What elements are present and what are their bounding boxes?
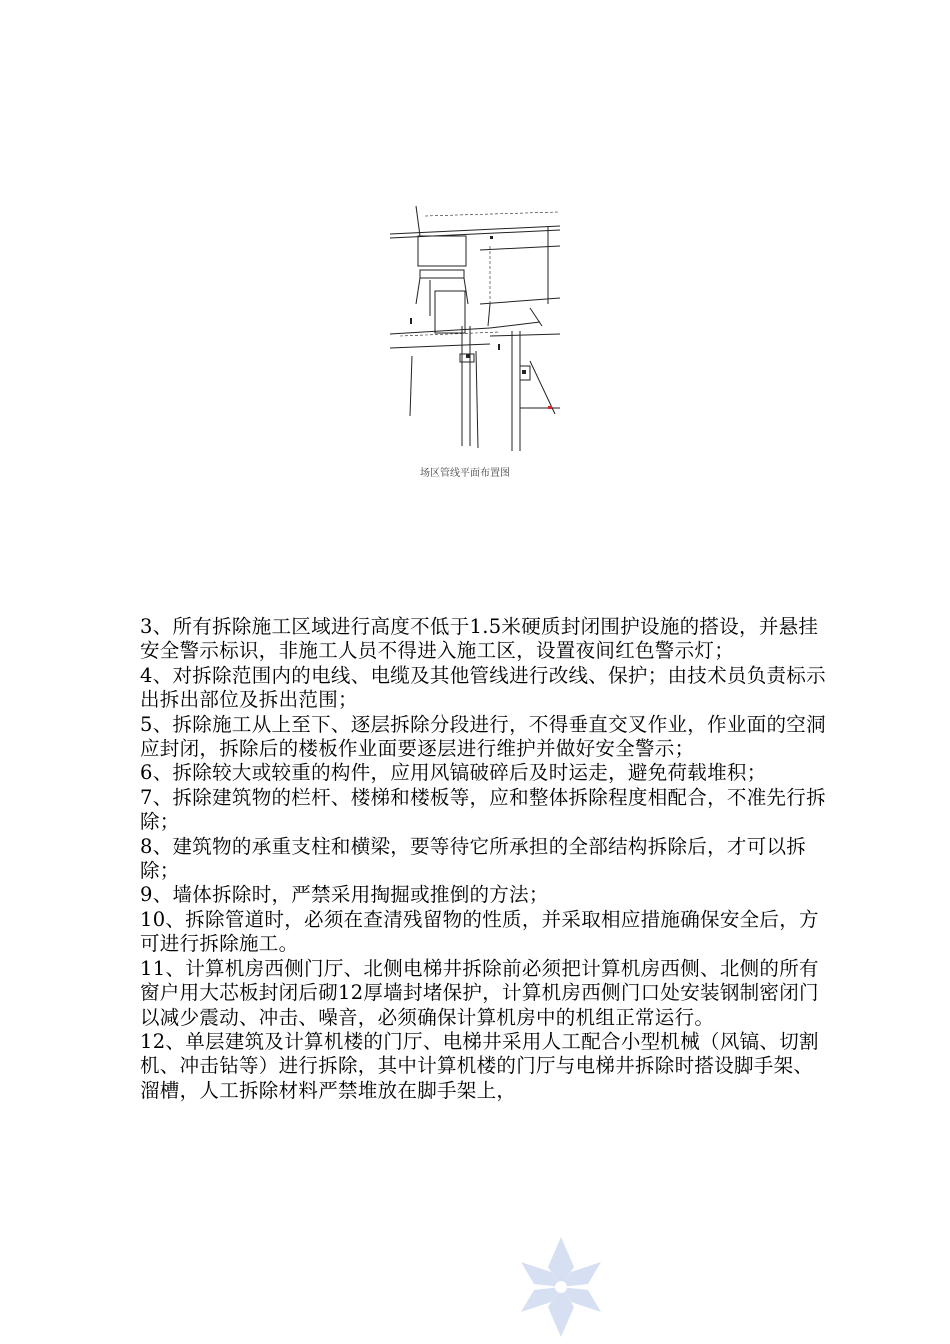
paragraph-item-9: 9、墙体拆除时，严禁采用掏掘或推倒的方法； [140,883,549,907]
body-text [140,615,830,1103]
paragraph-item-6: 6、拆除较大或较重的构件，应用风镐破碎后及时运走，避免荷载堆积； [140,761,767,785]
paragraph-item-7: 7、拆除建筑物的栏杆、楼梯和楼板等，应和整体拆除程度相配合，不准先行拆除； [140,785,826,834]
figure-caption: 场区管线平面布置图 [420,468,510,479]
paragraph-item-4: 4、对拆除范围内的电线、电缆及其他管线进行改线、保护；由技术员负责标示出拆出部位及拆出范围； [140,663,826,712]
paragraph-item-8: 8、建筑物的承重支柱和横梁，要等待它所承担的全部结构拆除后，才可以拆除； [140,834,807,883]
paragraph-item-5: 5、拆除施工从上至下、逐层拆除分段进行，不得垂直交叉作业，作业面的空洞应封闭，拆除后的楼板作业面要逐层进行维护并做好安全警示； [140,712,826,761]
paragraph-item-12: 12、单层建筑及计算机楼的门厅、电梯井采用人工配合小型机械（风镐、切割机、冲击钻等）进行拆除，其中计算机楼的门厅与电梯井拆除时搭设脚手架、溜槽，人工拆除材料严禁堆放在脚手架上， [140,1029,819,1102]
paragraph-item-10: 10、拆除管道时，必须在查清残留物的性质，并采取相应措施确保安全后，方可进行拆除施工。 [140,907,819,956]
site-plan-drawing [380,186,570,466]
site-plan-figure [380,186,570,486]
paragraph-item-11: 11、计算机房西侧门厅、北侧电梯井拆除前必须把计算机房西侧、北侧的所有窗户用大芯板封闭后砌12厚墙封堵保护，计算机房西侧门口处安装钢制密闭门以减少震动、冲击、噪音，必须确保计算机房中的机组正常运行。 [140,956,819,1029]
paragraph-item-3: 3、所有拆除施工区域进行高度不低于1.5米硬质封闭围护设施的搭设，并悬挂安全警示标识，非施工人员不得进入施工区，设置夜间红色警示灯； [140,615,819,663]
snowflake-watermark-icon [516,1232,606,1342]
